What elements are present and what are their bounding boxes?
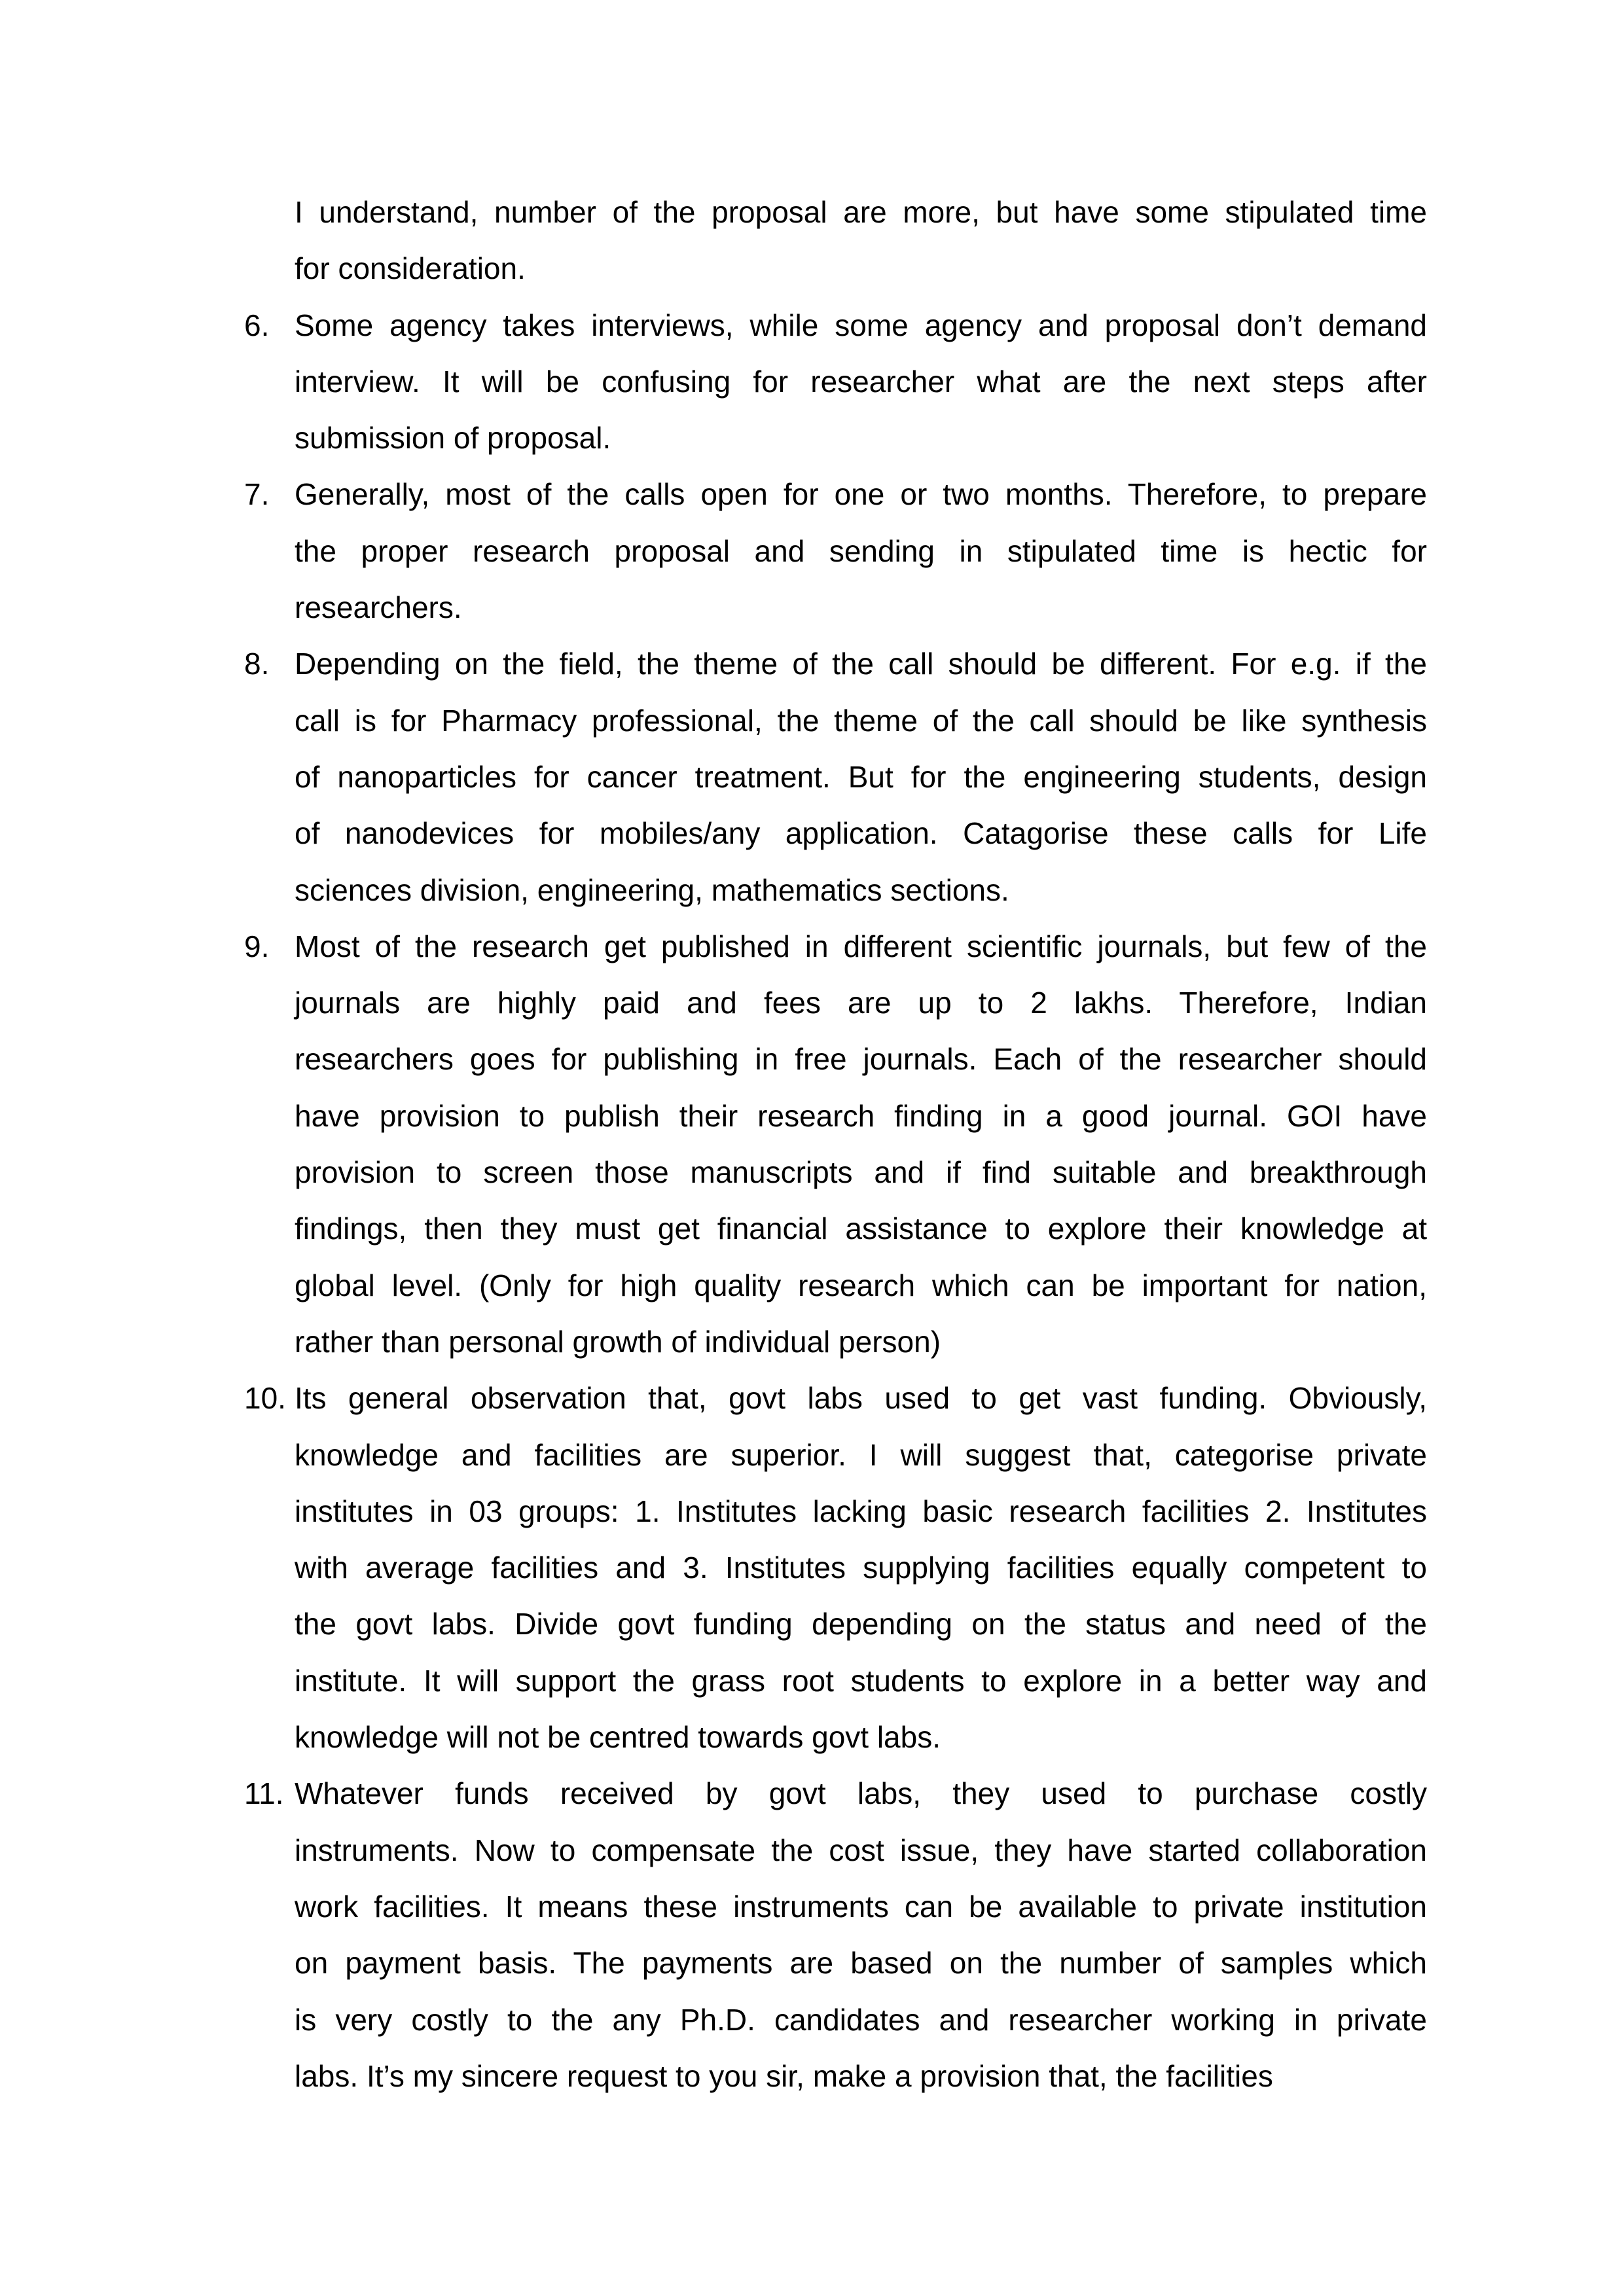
text-line: on payment basis. The payments are based on the number of samples which bbox=[295, 1946, 1427, 1981]
text-line: call is for Pharmacy professional, the theme of the call should be like synthesis bbox=[295, 703, 1427, 738]
text-line: the proper research proposal and sending in stipulated time is hectic for bbox=[295, 533, 1427, 568]
list-item bbox=[244, 297, 1427, 467]
list-number: 11. bbox=[244, 1776, 284, 1811]
text-line: researchers. bbox=[295, 590, 462, 625]
text-line: knowledge and facilities are superior. I will suggest that, categorise private bbox=[295, 1437, 1427, 1472]
list-item bbox=[295, 184, 1427, 297]
text-line: institute. It will support the grass root students to explore in a better way and bbox=[295, 1663, 1427, 1698]
text-line: rather than personal growth of individual person) bbox=[295, 1324, 941, 1359]
text-line: interview. It will be confusing for researcher what are the next steps after bbox=[295, 364, 1427, 399]
text-line: provision to screen those manuscripts and if find suitable and breakthrough bbox=[295, 1155, 1427, 1190]
text-line: labs. It’s my sincere request to you sir, make a provision that, the facilities bbox=[295, 2058, 1273, 2093]
text-line: institutes in 03 groups: 1. Institutes lacking basic research facilities 2. Institutes bbox=[295, 1494, 1427, 1528]
text-line: researchers goes for publishing in free journals. Each of the researcher should bbox=[295, 1042, 1427, 1077]
text-line: Whatever funds received by govt labs, they used to purchase costly bbox=[295, 1776, 1427, 1811]
text-line: global level. (Only for high quality research which can be important for nation, bbox=[295, 1268, 1427, 1302]
text-line: of nanodevices for mobiles/any application. Catagorise these calls for Life bbox=[295, 816, 1427, 851]
text-line: Some agency takes interviews, while some agency and proposal don’t demand bbox=[295, 308, 1427, 342]
list-item bbox=[244, 918, 1427, 1370]
list-item bbox=[244, 466, 1427, 636]
text-line: is very costly to the any Ph.D. candidates and researcher working in private bbox=[295, 2002, 1427, 2037]
list-number: 7. bbox=[244, 477, 270, 512]
text-line: Depending on the field, the theme of the call should be different. For e.g. if the bbox=[295, 647, 1427, 681]
text-line: the govt labs. Divide govt funding depending on the status and need of the bbox=[295, 1607, 1427, 1641]
text-line: Its general observation that, govt labs used to get vast funding. Obviously, bbox=[295, 1381, 1427, 1416]
list-number: 8. bbox=[244, 647, 270, 681]
text-line: knowledge will not be centred towards govt labs. bbox=[295, 1720, 941, 1755]
list-item bbox=[244, 1370, 1427, 1765]
list-number: 10. bbox=[244, 1381, 286, 1416]
text-line: instruments. Now to compensate the cost issue, they have started collaboration bbox=[295, 1833, 1427, 1867]
text-line: submission of proposal. bbox=[295, 421, 611, 456]
list-item bbox=[244, 1765, 1427, 2104]
text-line: with average facilities and 3. Institutes supplying facilities equally competent to bbox=[295, 1551, 1427, 1585]
text-line: have provision to publish their research finding in a good journal. GOI have bbox=[295, 1098, 1427, 1133]
text-line: findings, then they must get financial assistance to explore their knowledge at bbox=[295, 1211, 1427, 1246]
text-line: journals are highly paid and fees are up to 2 lakhs. Therefore, Indian bbox=[295, 986, 1427, 1020]
list-item bbox=[244, 636, 1427, 918]
document-body bbox=[244, 184, 1427, 2104]
text-line: for consideration. bbox=[295, 251, 526, 286]
text-line: Most of the research get published in different scientific journals, but few of the bbox=[295, 929, 1427, 963]
text-line: Generally, most of the calls open for one or two months. Therefore, to prepare bbox=[295, 477, 1427, 512]
text-line: I understand, number of the proposal are more, but have some stipulated time bbox=[295, 195, 1427, 229]
list-number: 9. bbox=[244, 929, 270, 963]
text-line: sciences division, engineering, mathematics sections. bbox=[295, 872, 1009, 907]
text-line: work facilities. It means these instruments can be available to private institution bbox=[295, 1889, 1427, 1924]
text-line: of nanoparticles for cancer treatment. But for the engineering students, design bbox=[295, 759, 1427, 794]
list-number: 6. bbox=[244, 308, 270, 342]
